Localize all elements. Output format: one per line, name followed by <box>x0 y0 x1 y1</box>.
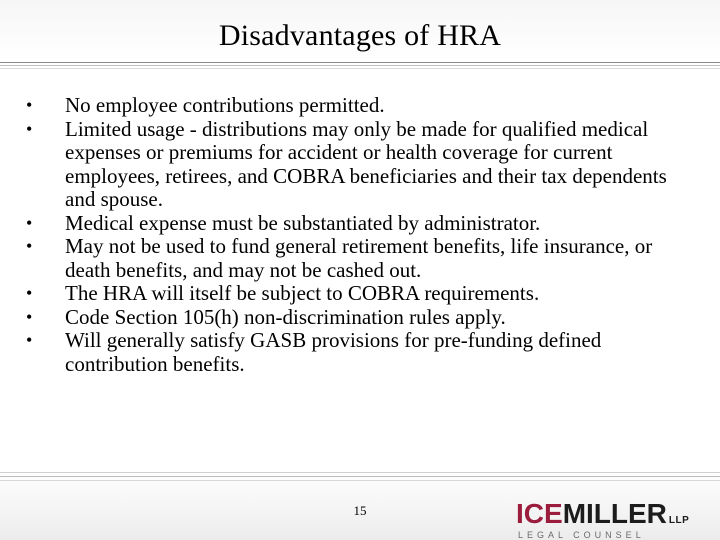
logo-part-miller: MILLER <box>562 498 667 529</box>
bullet-text: May not be used to fund general retirement benefits, life insurance, or death benefits, and may not be cashed out. <box>65 234 653 282</box>
slide-title: Disadvantages of HRA <box>218 19 502 52</box>
page-number: 15 <box>353 503 367 518</box>
bullet-item <box>24 235 684 282</box>
bullet-text: Code Section 105(h) non-discrimination rules apply. <box>65 304 506 329</box>
bullet-text: Medical expense must be substantiated by administrator. <box>65 210 541 235</box>
bullet-icon: • <box>26 95 33 115</box>
bullet-text: Limited usage - distributions may only be made for qualified medical expenses or premiums for accident or health coverage for current employees, retirees, and COBRA beneficiaries and their tax dependents and spouse. <box>65 116 667 211</box>
bullet-item <box>24 329 684 376</box>
bullet-icon: • <box>26 330 33 350</box>
bullet-item <box>24 282 684 306</box>
bullet-item <box>24 212 684 236</box>
bullet-text: Will generally satisfy GASB provisions for pre-funding defined contribution benefits. <box>65 328 602 376</box>
bullet-list <box>24 94 684 376</box>
bullet-icon: • <box>26 306 33 327</box>
bullet-item <box>24 94 684 118</box>
bullet-icon: • <box>26 118 33 139</box>
logo-tagline: LEGAL COUNSEL <box>518 530 645 540</box>
bullet-icon: • <box>26 212 33 233</box>
bullet-text: The HRA will itself be subject to COBRA requirements. <box>65 281 540 305</box>
logo-suffix: LLP <box>668 515 690 526</box>
footer-divider <box>0 472 720 484</box>
ice-miller-logo <box>516 500 716 540</box>
logo-part-ice: ICE <box>516 498 563 529</box>
bullet-item <box>24 306 684 330</box>
title-divider <box>0 62 720 72</box>
bullet-item <box>24 118 684 212</box>
bullet-icon: • <box>26 236 33 256</box>
bullet-icon: • <box>26 283 33 303</box>
bullet-text: No employee contributions permitted. <box>65 93 385 117</box>
